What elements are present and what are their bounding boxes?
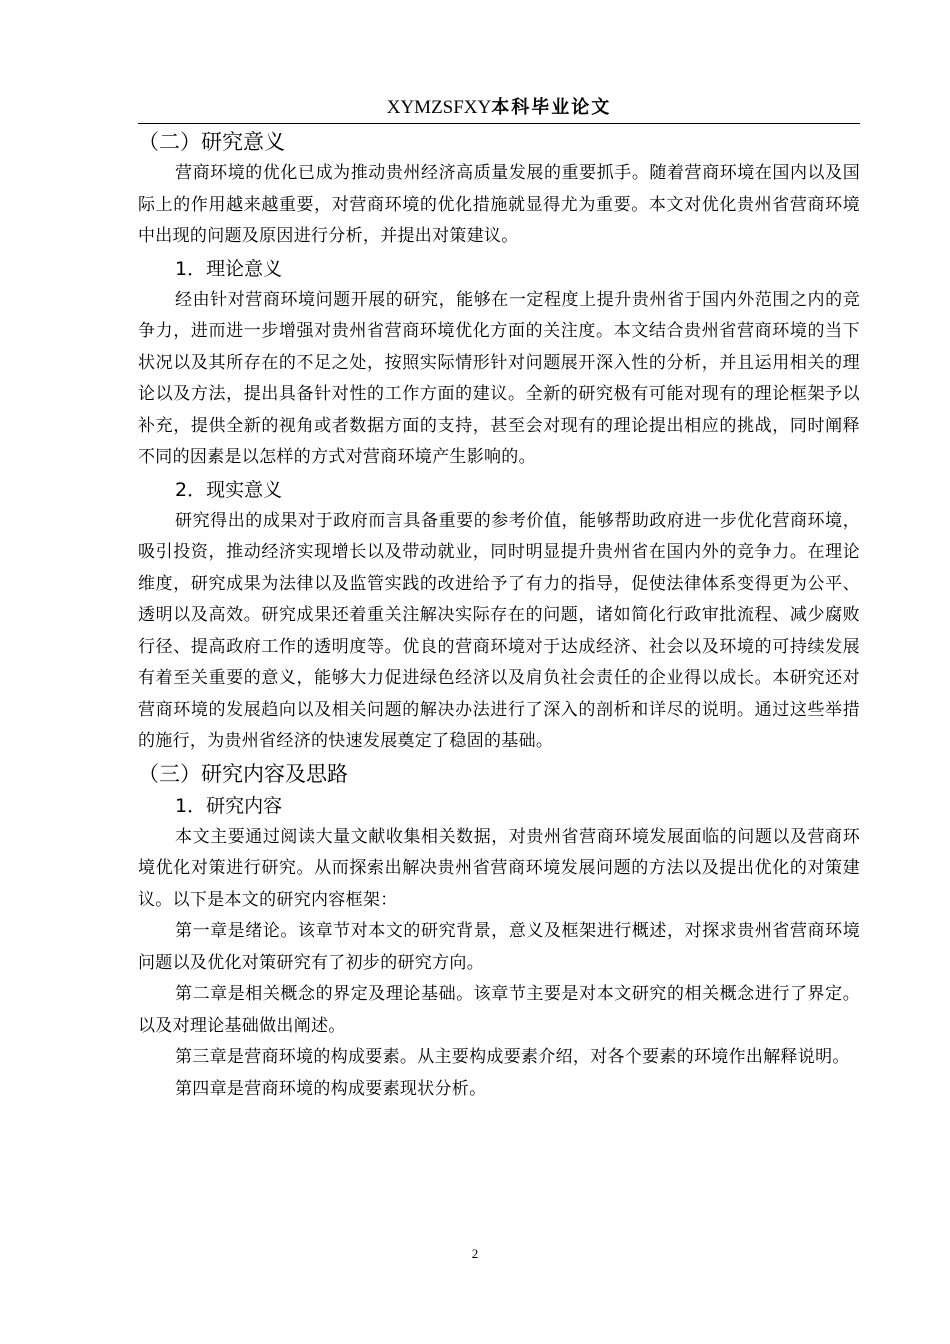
paragraph-practical-significance: 研究得出的成果对于政府而言具备重要的参考价值，能够帮助政府进一步优化营商环境，吸引投资，推动经济实现增长以及带动就业，同时明显提升贵州省在国内外的竞争力。在理论维度，研究成果为法律以及监管实践的改进给予了有力的指导，促使法律体系变得更为公平、透明以及高效。研究成果还着重关注解决实际存在的问题，诸如简化行政审批流程、减少腐败行径、提高政府工作的透明度等。优良的营商环境对于达成经济、社会以及环境的可持续发展有着至关重要的意义，能够大力促进绿色经济以及肩负社会责任的企业得以成长。本研究还对营商环境的发展趋向以及相关问题的解决办法进行了深入的剖析和详尽的说明。通过这些举措的施行，为贵州省经济的快速发展奠定了稳固的基础。	[138, 510, 860, 751]
paragraph-chapter-four: 第四章是营商环境的构成要素现状分析。	[175, 1078, 487, 1099]
section-heading-research-significance: （二）研究意义	[138, 130, 285, 154]
header-school-code: XYMZSFXY	[386, 97, 492, 118]
subheading-theoretical-significance: 1．理论意义	[175, 257, 283, 280]
paragraph-chapter-two: 第二章是相关概念的界定及理论基础。该章节主要是对本文研究的相关概念进行了界定。以及对理论基础做出阐述。	[138, 984, 860, 1036]
paragraph-theoretical-significance: 经由针对营商环境问题开展的研究，能够在一定程度上提升贵州省于国内外范围之内的竞争力，进而进一步增强对贵州省营商环境优化方面的关注度。本文结合贵州省营商环境的当下状况以及其所存在的不足之处，按照实际情形针对问题展开深入性的分析，并且运用相关的理论以及方法，提出具备针对性的工作方面的建议。全新的研究极有可能对现有的理论框架予以补充，提供全新的视角或者数据方面的支持，甚至会对现有的理论提出相应的挑战，同时阐释不同的因素是以怎样的方式对营商环境产生影响的。	[138, 289, 860, 467]
document-body	[138, 126, 860, 1105]
paragraph-chapter-three: 第三章是营商环境的构成要素。从主要构成要素介绍，对各个要素的环境作出解释说明。	[175, 1047, 850, 1067]
page-number: 2	[471, 1246, 479, 1261]
section-heading-research-content: （三）研究内容及思路	[138, 761, 348, 786]
paragraph-significance-intro: 营商环境的优化已成为推动贵州经济高质量发展的重要抓手。随着营商环境在国内以及国际上的作用越来越重要，对营商环境的优化措施就显得尤为重要。本文对优化贵州省营商环境中出现的问题及原因进行分析，并提出对策建议。	[138, 163, 860, 246]
subheading-practical-significance: 2．现实意义	[175, 478, 283, 501]
header-document-type: 本科毕业论文	[491, 97, 612, 118]
page-header	[138, 93, 860, 124]
paragraph-chapter-one: 第一章是绪论。该章节对本文的研究背景，意义及框架进行概述，对探求贵州省营商环境问题以及优化对策研究有了初步的研究方向。	[138, 921, 860, 973]
paragraph-research-content-intro: 本文主要通过阅读大量文献收集相关数据，对贵州省营商环境发展面临的问题以及营商环境优化对策进行研究。从而探索出解决贵州省营商环境发展问题的方法以及提出优化的对策建议。以下是本文的研究内容框架：	[138, 826, 860, 910]
subheading-research-content: 1．研究内容	[175, 794, 283, 817]
